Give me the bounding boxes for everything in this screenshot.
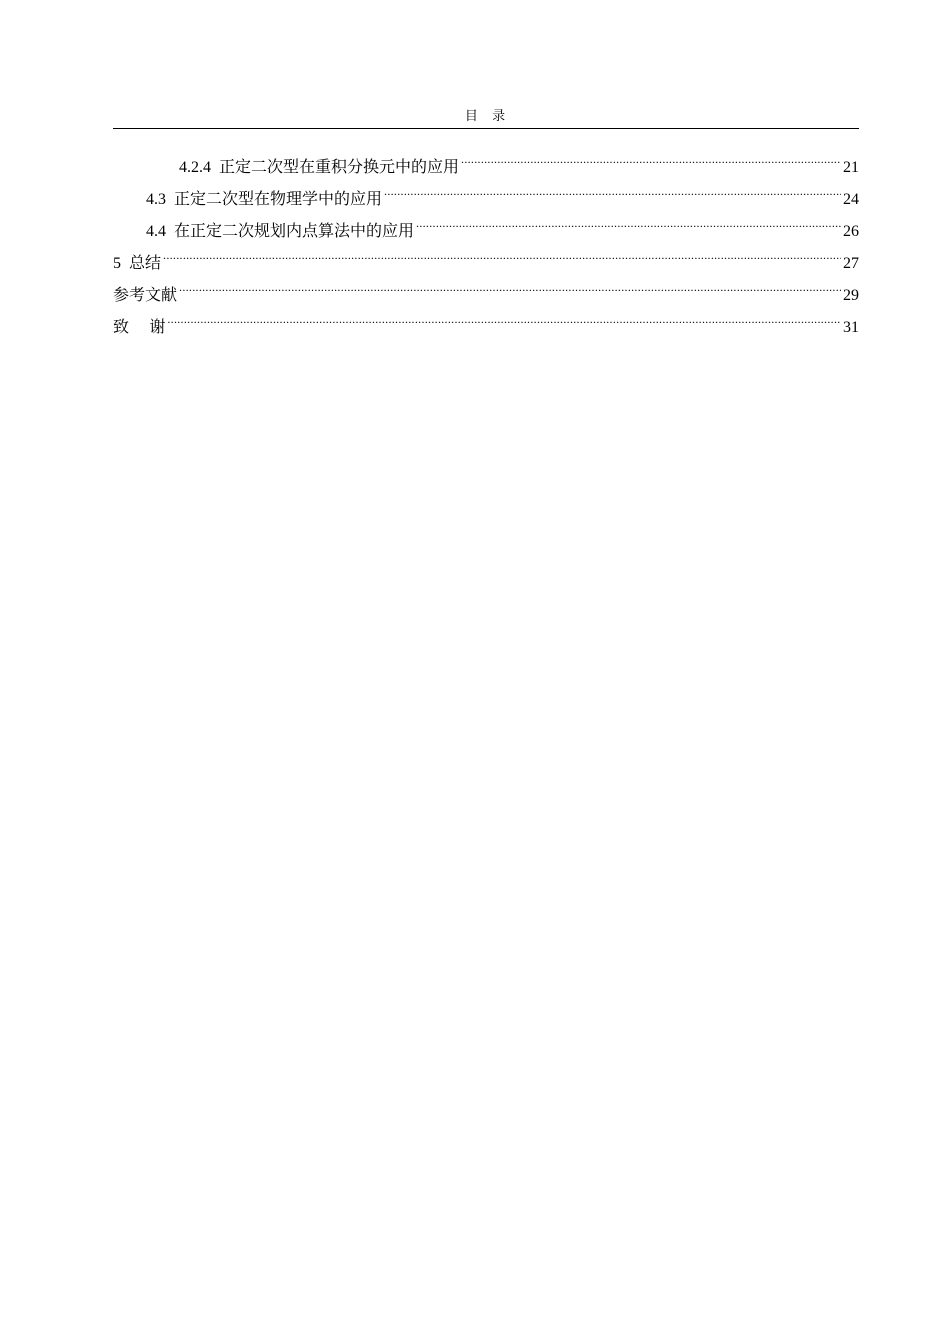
header-divider: [113, 128, 859, 129]
toc-entry-number: 4.3: [146, 191, 166, 208]
toc-entry-page: 29: [843, 287, 859, 304]
toc-entry-references[interactable]: [113, 268, 859, 304]
toc-dot-leader: [384, 172, 841, 204]
toc-dot-leader: [416, 204, 841, 236]
header-title: 目 录: [464, 109, 508, 124]
toc-entry-number: 4.4: [146, 223, 166, 240]
toc-entry-title: 正定二次型在重积分换元中的应用: [219, 157, 460, 176]
toc-entry-acknowledgements[interactable]: [113, 300, 859, 336]
toc-entry-page: 31: [843, 319, 859, 336]
toc-entry-4-2-4[interactable]: [113, 140, 859, 176]
toc-entry-title: 正定二次型在物理学中的应用: [174, 189, 383, 208]
toc-entry-page: 27: [843, 255, 859, 272]
page-header: [113, 106, 859, 128]
toc-dot-leader: [167, 300, 841, 332]
toc-dot-leader: [461, 140, 841, 172]
toc-entry-title: 致 谢: [113, 317, 166, 336]
toc-entry-number: 5: [113, 255, 121, 272]
toc-dot-leader: [179, 268, 841, 300]
toc-entry-page: 24: [843, 191, 859, 208]
toc-dot-leader: [163, 236, 841, 268]
toc-entry-5[interactable]: [113, 236, 859, 272]
toc-entry-title: 参考文献: [113, 285, 178, 304]
toc-entry-title: 总结: [129, 253, 162, 272]
toc-entry-page: 21: [843, 159, 859, 176]
toc-entry-number: 4.2.4: [179, 159, 211, 176]
toc-entry-page: 26: [843, 223, 859, 240]
toc-entry-title: 在正定二次规划内点算法中的应用: [174, 221, 415, 240]
table-of-contents: [113, 140, 859, 336]
